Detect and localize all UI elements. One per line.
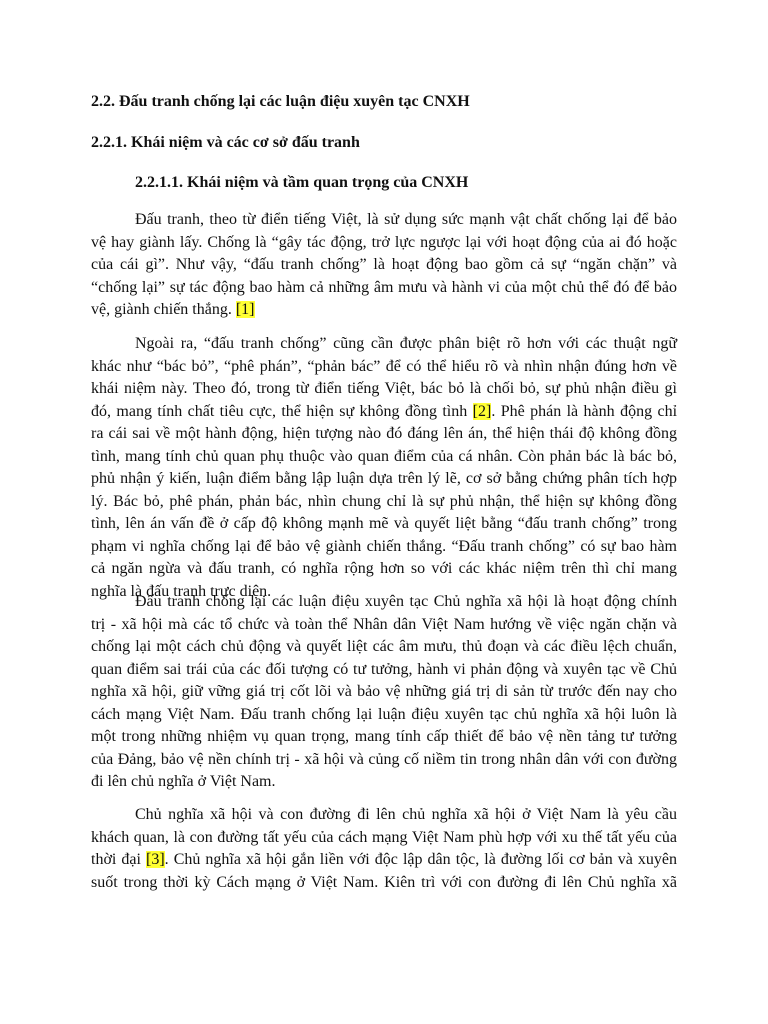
text-line: phủ nhận ý kiến, luận điểm bằng lập luận dựa trên lý lẽ, cơ sở bằng chứng phân tích hợp bbox=[91, 470, 677, 487]
citation-3[interactable]: [3] bbox=[146, 851, 165, 868]
text-line: “chống lại” sự tác động bao hàm cả những âm mưu và hành vi của một chủ thể đó để bảo bbox=[91, 278, 677, 296]
paragraph-2 bbox=[91, 333, 677, 603]
subsubsection-heading: 2.2.1.1. Khái niệm và tầm quan trọng của CNXH bbox=[135, 174, 469, 191]
text-line: ra cái sai về một hành động, hiện tượng nào đó đáng lên án, thể hiện thái độ không đồng bbox=[91, 425, 677, 442]
text-line: lý. Bác bỏ, phê phán, phản bác, nhìn chung chỉ là sự phủ nhận, thể hiện sự không đồng bbox=[91, 492, 677, 510]
text-segment: . Phê phán là hành động chỉ bbox=[491, 402, 678, 420]
paragraph-1 bbox=[91, 209, 677, 322]
text-line: suốt trong thời kỳ Cách mạng ở Việt Nam. Kiên trì với con đường đi lên Chủ nghĩa xã bbox=[91, 873, 677, 891]
citation-1[interactable]: [1] bbox=[235, 301, 255, 318]
text-line: Đấu tranh chống lại các luận điệu xuyên tạc Chủ nghĩa xã hội là hoạt động chính bbox=[135, 593, 677, 610]
section-heading: 2.2. Đấu tranh chống lại các luận điệu xuyên tạc CNXH bbox=[91, 93, 470, 110]
text-line: của cái gì”. Như vậy, “đấu tranh chống” là hoạt động bao gồm cả sự “ngăn chặn” và bbox=[91, 256, 677, 273]
text-line: trị - xã hội mà các tổ chức và toàn thể Nhân dân Việt Nam hướng về việc ngăn chặn và bbox=[91, 615, 677, 633]
text-line: tình, mang tính chủ quan phụ thuộc vào quan điểm của cá nhân. Còn phản bác là bác bỏ, bbox=[91, 447, 677, 465]
text-line: Ngoài ra, “đấu tranh chống” cũng cần được phân biệt rõ hơn với các thuật ngữ bbox=[135, 335, 677, 352]
text-line: khái niệm này. Theo đó, trong từ điển tiếng Việt, bác bỏ là chối bỏ, sự phủ nhận điều gì bbox=[91, 380, 677, 397]
paragraph-4 bbox=[91, 804, 677, 894]
text-line: đi lên chủ nghĩa ở Việt Nam. bbox=[91, 773, 276, 790]
text-line bbox=[91, 849, 677, 872]
text-line: tình, lên án vấn đề ở cấp độ không mạnh mẽ và quyết liệt bằng “đấu tranh chống” trong bbox=[91, 515, 677, 532]
text-line: phạm vi nghĩa chống lại để bảo vệ giành chiến thắng. “Đấu tranh chống” có sự bao hàm bbox=[91, 537, 677, 555]
text-line: quan điểm sai trái của các đối tượng có tư tưởng, hành vi phản động và xuyên tạc về Chủ bbox=[91, 660, 677, 678]
text-line: nghĩa xã hội, giữ vững giá trị cốt lõi và bảo vệ những giá trị di sản từ trước đến nay cho bbox=[91, 683, 677, 700]
text-line: một trong những nhiệm vụ quan trọng, mang tính cấp thiết để bảo vệ nền tảng tư tưởng bbox=[91, 728, 677, 745]
text-line: cả ngăn ngừa và đấu tranh, có nghĩa rộng hơn so với các khác niệm trên thì chỉ mang bbox=[91, 560, 677, 577]
text-line: Chủ nghĩa xã hội và con đường đi lên chủ nghĩa xã hội ở Việt Nam là yêu cầu bbox=[135, 806, 677, 823]
citation-2[interactable]: [2] bbox=[472, 402, 492, 420]
paragraph-3 bbox=[91, 591, 677, 794]
subsection-heading: 2.2.1. Khái niệm và các cơ sở đấu tranh bbox=[91, 134, 360, 151]
text-segment: . Chủ nghĩa xã hội gắn liền với độc lập dân tộc, là đường lối cơ bản và xuyên bbox=[164, 851, 677, 868]
text-segment: thời đại bbox=[91, 851, 141, 868]
text-line bbox=[91, 299, 677, 322]
text-segment: vệ, giành chiến thắng. bbox=[91, 301, 232, 318]
text-line: nghĩa là đấu tranh trực diện. bbox=[91, 582, 272, 600]
text-line bbox=[91, 401, 677, 424]
text-line: vệ hay giành lấy. Chống là “gây tác động, trở lực ngược lại với hoạt động của ai đó hoặc bbox=[91, 233, 677, 251]
text-line: chống lại một cách chủ động và quyết liệt các âm mưu, thủ đoạn và các điều lệch chuẩn, bbox=[91, 638, 677, 655]
text-line: Đấu tranh, theo từ điển tiếng Việt, là sử dụng sức mạnh vật chất chống lại để bảo bbox=[135, 211, 677, 228]
text-line: cách mạng Việt Nam. Đấu tranh chống lại luận điệu xuyên tạc chủ nghĩa xã hội luôn là bbox=[91, 705, 677, 723]
text-line: khách quan, là con đường tất yếu của cách mạng Việt Nam phù hợp với xu thế tất yếu của bbox=[91, 828, 677, 846]
text-line: của Đảng, bảo vệ nền chính trị - xã hội và củng cố niềm tin trong nhân dân với con đường bbox=[91, 750, 677, 768]
text-segment: đó, mang tính chất tiêu cực, thể hiện sự không đồng tình bbox=[91, 402, 468, 420]
text-line: khác như “bác bỏ”, “phê phán”, “phản bác” để có thể hiểu rõ và nhìn nhận đúng hơn về bbox=[91, 357, 677, 375]
